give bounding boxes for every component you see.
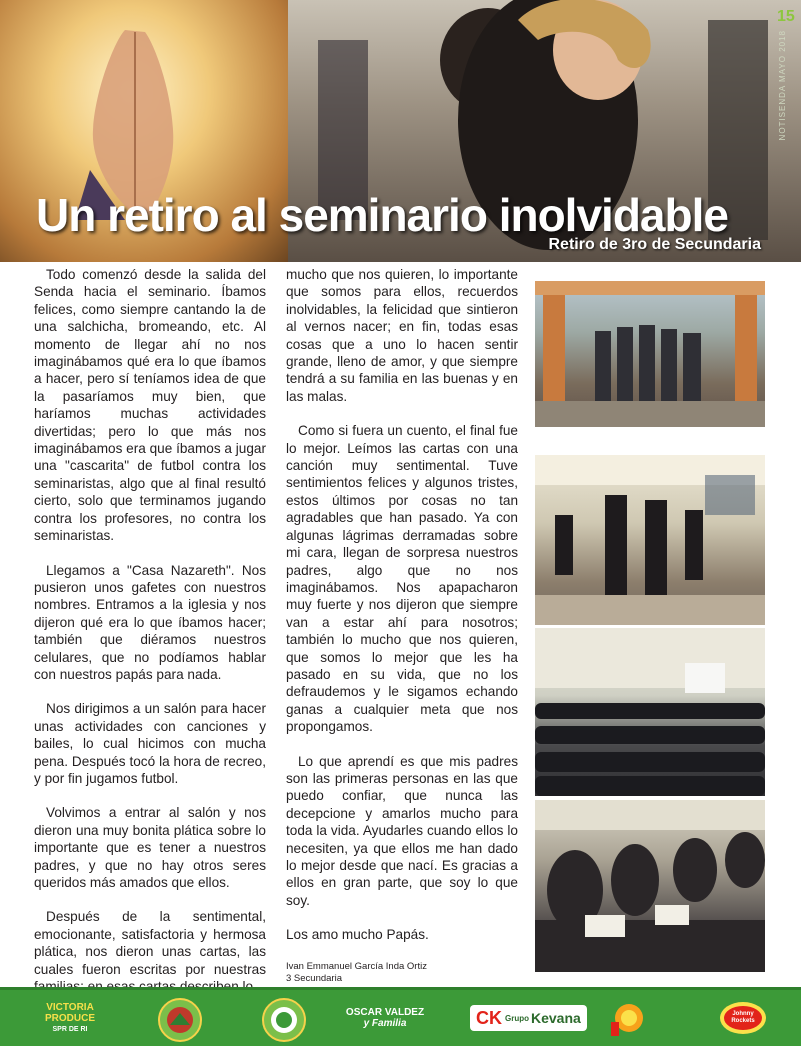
header-banner xyxy=(0,0,801,262)
paragraph: Lo que aprendí es que mis padres son las primeras personas en las que puedo confiar, que nunca las decepcione y amarlos mucho para toda la vida. Ayudarles cuando ellos lo necesiten, ya que ellos me han dado lo mejor desde que nací. Es gracias a ellos en gran parte, que soy lo que soy. xyxy=(286,753,518,908)
article-subtitle: Retiro de 3ro de Secundaria xyxy=(548,236,761,253)
paragraph: Volvimos a entrar al salón y nos dieron una muy bonita plática sobre lo importante que es tener a nuestros padres, y que no hay otros seres queridos más amados que ellos. xyxy=(34,805,266,890)
sponsor-logo-mascot xyxy=(604,998,650,1038)
group-photo-image xyxy=(535,281,765,427)
author-name: Ivan Emmanuel García Inda Ortiz xyxy=(286,960,427,972)
paragraph: Llegamos a "Casa Nazareth". Nos pusieron unos gafetes con nuestros nombres. Entramos a la iglesia y nos dijeron qué era lo que íbamos hacer; también que diéramos nuestros celulares, que no podíamos hablar con nuestros papás para nada. xyxy=(34,562,266,682)
article-column-1 xyxy=(34,266,266,1012)
students-group-photo xyxy=(535,281,765,427)
sponsor-logo-oscar-valdez: OSCAR VALDEZ y Familia xyxy=(345,1007,425,1029)
sponsor-logo-round-2 xyxy=(262,998,306,1042)
author-signature xyxy=(286,961,518,985)
sponsor-logo-round-1 xyxy=(158,998,202,1042)
author-grade: 3 Secundaria xyxy=(286,972,342,984)
paragraph: Todo comenzó desde la salida del Senda hacia el seminario. Íbamos felices, como siempre cantando la de una salchicha, bromeando, etc. Al momento de llegar ahí no nos imaginábamos qué era lo que íbamos a hacer, pero sí teníamos idea de que la pasaríamos muy bien, que haríamos muchas actividades divertidas; pero lo que más nos imaginábamos era que íbamos a jugar una "cascarita" de futbol contra los seminaristas, algo que al final resultó cierto, solo que terminamos jugando contra los profesores, no contra los seminaristas. xyxy=(34,267,266,544)
letters-photo xyxy=(535,455,765,625)
sponsor-logo-victoria-produce: VICTORIA PRODUCE SPR DE RI xyxy=(44,1001,95,1033)
paragraph: mucho que nos quieren, lo importante que somos para ellos, recuerdos inolvidables, la felicidad que sintieron al vernos nacer; en fin, todas esas cosas que a uno lo hacen sentir grande, lleno de amor, y que siempre tendrá a su familia en las buenas y en las malas. xyxy=(286,267,518,404)
article-column-2 xyxy=(286,266,518,985)
students-reading-image xyxy=(535,800,765,972)
classroom-activity-image xyxy=(535,455,765,625)
auditorium-photo xyxy=(535,628,765,796)
article-title: Un retiro al seminario inolvidable xyxy=(36,189,728,241)
paragraph: Como si fuera un cuento, el final fue lo mejor. Leímos las cartas con una canción muy sentimental. Tuve sentimientos felices y algunos tristes, estos últimos por cosas no tan agradables que han pasado. Ya con algunas lágrimas derramadas sobre mi cara, llegan de sorpresa nuestros padres, algo que no nos imaginábamos. Nos apapacharon muy fuerte y nos dijeron que siempre van a estar ahí para nosotros; también lo mucho que nos quieren, que somos lo mejor que les ha pasado en su vida, que no los defraudemos y le sigamos echando ganas a cualquier meta que nos propongamos. xyxy=(286,423,518,735)
mascot-icon xyxy=(607,998,647,1038)
sponsor-logo-johnny-rockets: Johnny Rockets xyxy=(718,998,768,1038)
reading-letters-photo xyxy=(535,800,765,972)
paragraph: Nos dirigimos a un salón para hacer unas actividades con canciones y bailes, lo cual hicimos con mucha pena. Después tocó la hora de recreo, y por fin jugamos futbol. xyxy=(34,701,266,786)
paragraph: Los amo mucho Papás. xyxy=(286,927,429,943)
farm-badge-icon xyxy=(165,1005,195,1035)
sponsor-footer xyxy=(0,987,801,1046)
seal-badge-icon xyxy=(269,1005,299,1035)
page-number: 15 xyxy=(777,8,795,25)
paragraph: Después de la sentimental, emocionante, satisfactoria y hermosa plática, nos dieron unas cartas, las cuales fueron escritas por nuestras xyxy=(34,909,266,977)
issue-label: NOTISENDA MAYO 2018 xyxy=(778,30,787,141)
auditorium-image xyxy=(535,628,765,796)
sponsor-logo-kevana: CK Grupo Kevana xyxy=(470,1005,587,1031)
